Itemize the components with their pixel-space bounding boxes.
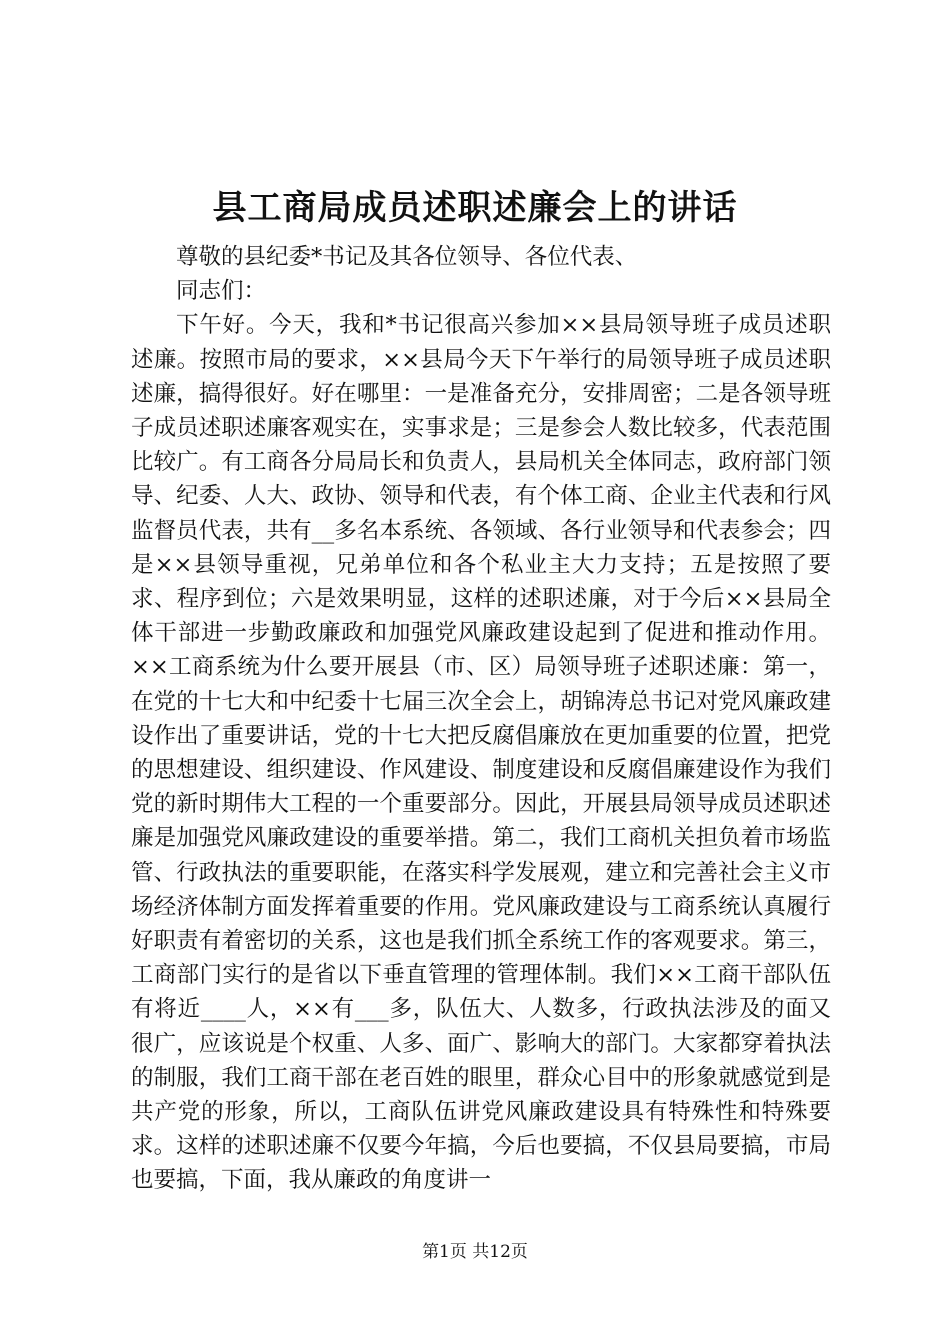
document-body (131, 240, 831, 1198)
page-number: 第1页 共12页 (422, 1242, 528, 1262)
body-paragraph: 下午好。今天，我和*书记很高兴参加××县局领导班子成员述职述廉。按照市局的要求，××县局今天下午举行的局领导班子成员述职述廉，搞得很好。好在哪里：一是准备充分，安排周密；二是各领导班子成员述职述廉客观实在，实事求是；三是参会人数比较多，代表范围比较广。有工商各分局局长和负责人，县局机关全体同志，政府部门领导、纪委、人大、政协、领导和代表，有个体工商、企业主代表和行风监督员代表，共有__多名本系统、各领域、各行业领导和代表参会；四是××县领导重视，兄弟单位和各个私业主大力支持；五是按照了要求、程序到位；六是效果明显，这样的述职述廉，对于今后××县局全体干部进一步勤政廉政和加强党风廉政建设起到了促进和推动作用。××工商系统为什么要开展县（市、区）局领导班子述职述廉：第一，在党的十七大和中纪委十七届三次全会上，胡锦涛总书记对党风廉政建设作出了重要讲话，党的十七大把反腐倡廉放在更加重要的位置，把党的思想建设、组织建设、作风建设、制度建设和反腐倡廉建设作为我们党的新时期伟大工程的一个重要部分。因此，开展县局领导成员述职述廉是加强党风廉政建设的重要举措。第二，我们工商机关担负着市场监管、行政执法的重要职能，在落实科学发展观，建立和完善社会主义市场经济体制方面发挥着重要的作用。党风廉政建设与工商系统认真履行好职责有着密切的关系，这也是我们抓全系统工作的客观要求。第三，工商部门实行的是省以下垂直管理的管理体制。我们××工商干部队伍有将近____人，××有___多，队伍大、人数多，行政执法涉及的面又很广，应该说是个权重、人多、面广、影响大的部门。大家都穿着执法的制服，我们工商干部在老百姓的眼里，群众心目中的形象就感觉到是共产党的形象，所以，工商队伍讲党风廉政建设具有特殊性和特殊要求。这样的述职述廉不仅要今年搞，今后也要搞，不仅县局要搞，市局也要搞，下面，我从廉政的角度讲一 (131, 312, 831, 1194)
salutation-line-2: 同志们： (176, 278, 267, 305)
document-title: 县工商局成员述职述廉会上的讲话 (212, 188, 738, 228)
salutation-line-1: 尊敬的县纪委*书记及其各位领导、各位代表、 (176, 244, 638, 270)
